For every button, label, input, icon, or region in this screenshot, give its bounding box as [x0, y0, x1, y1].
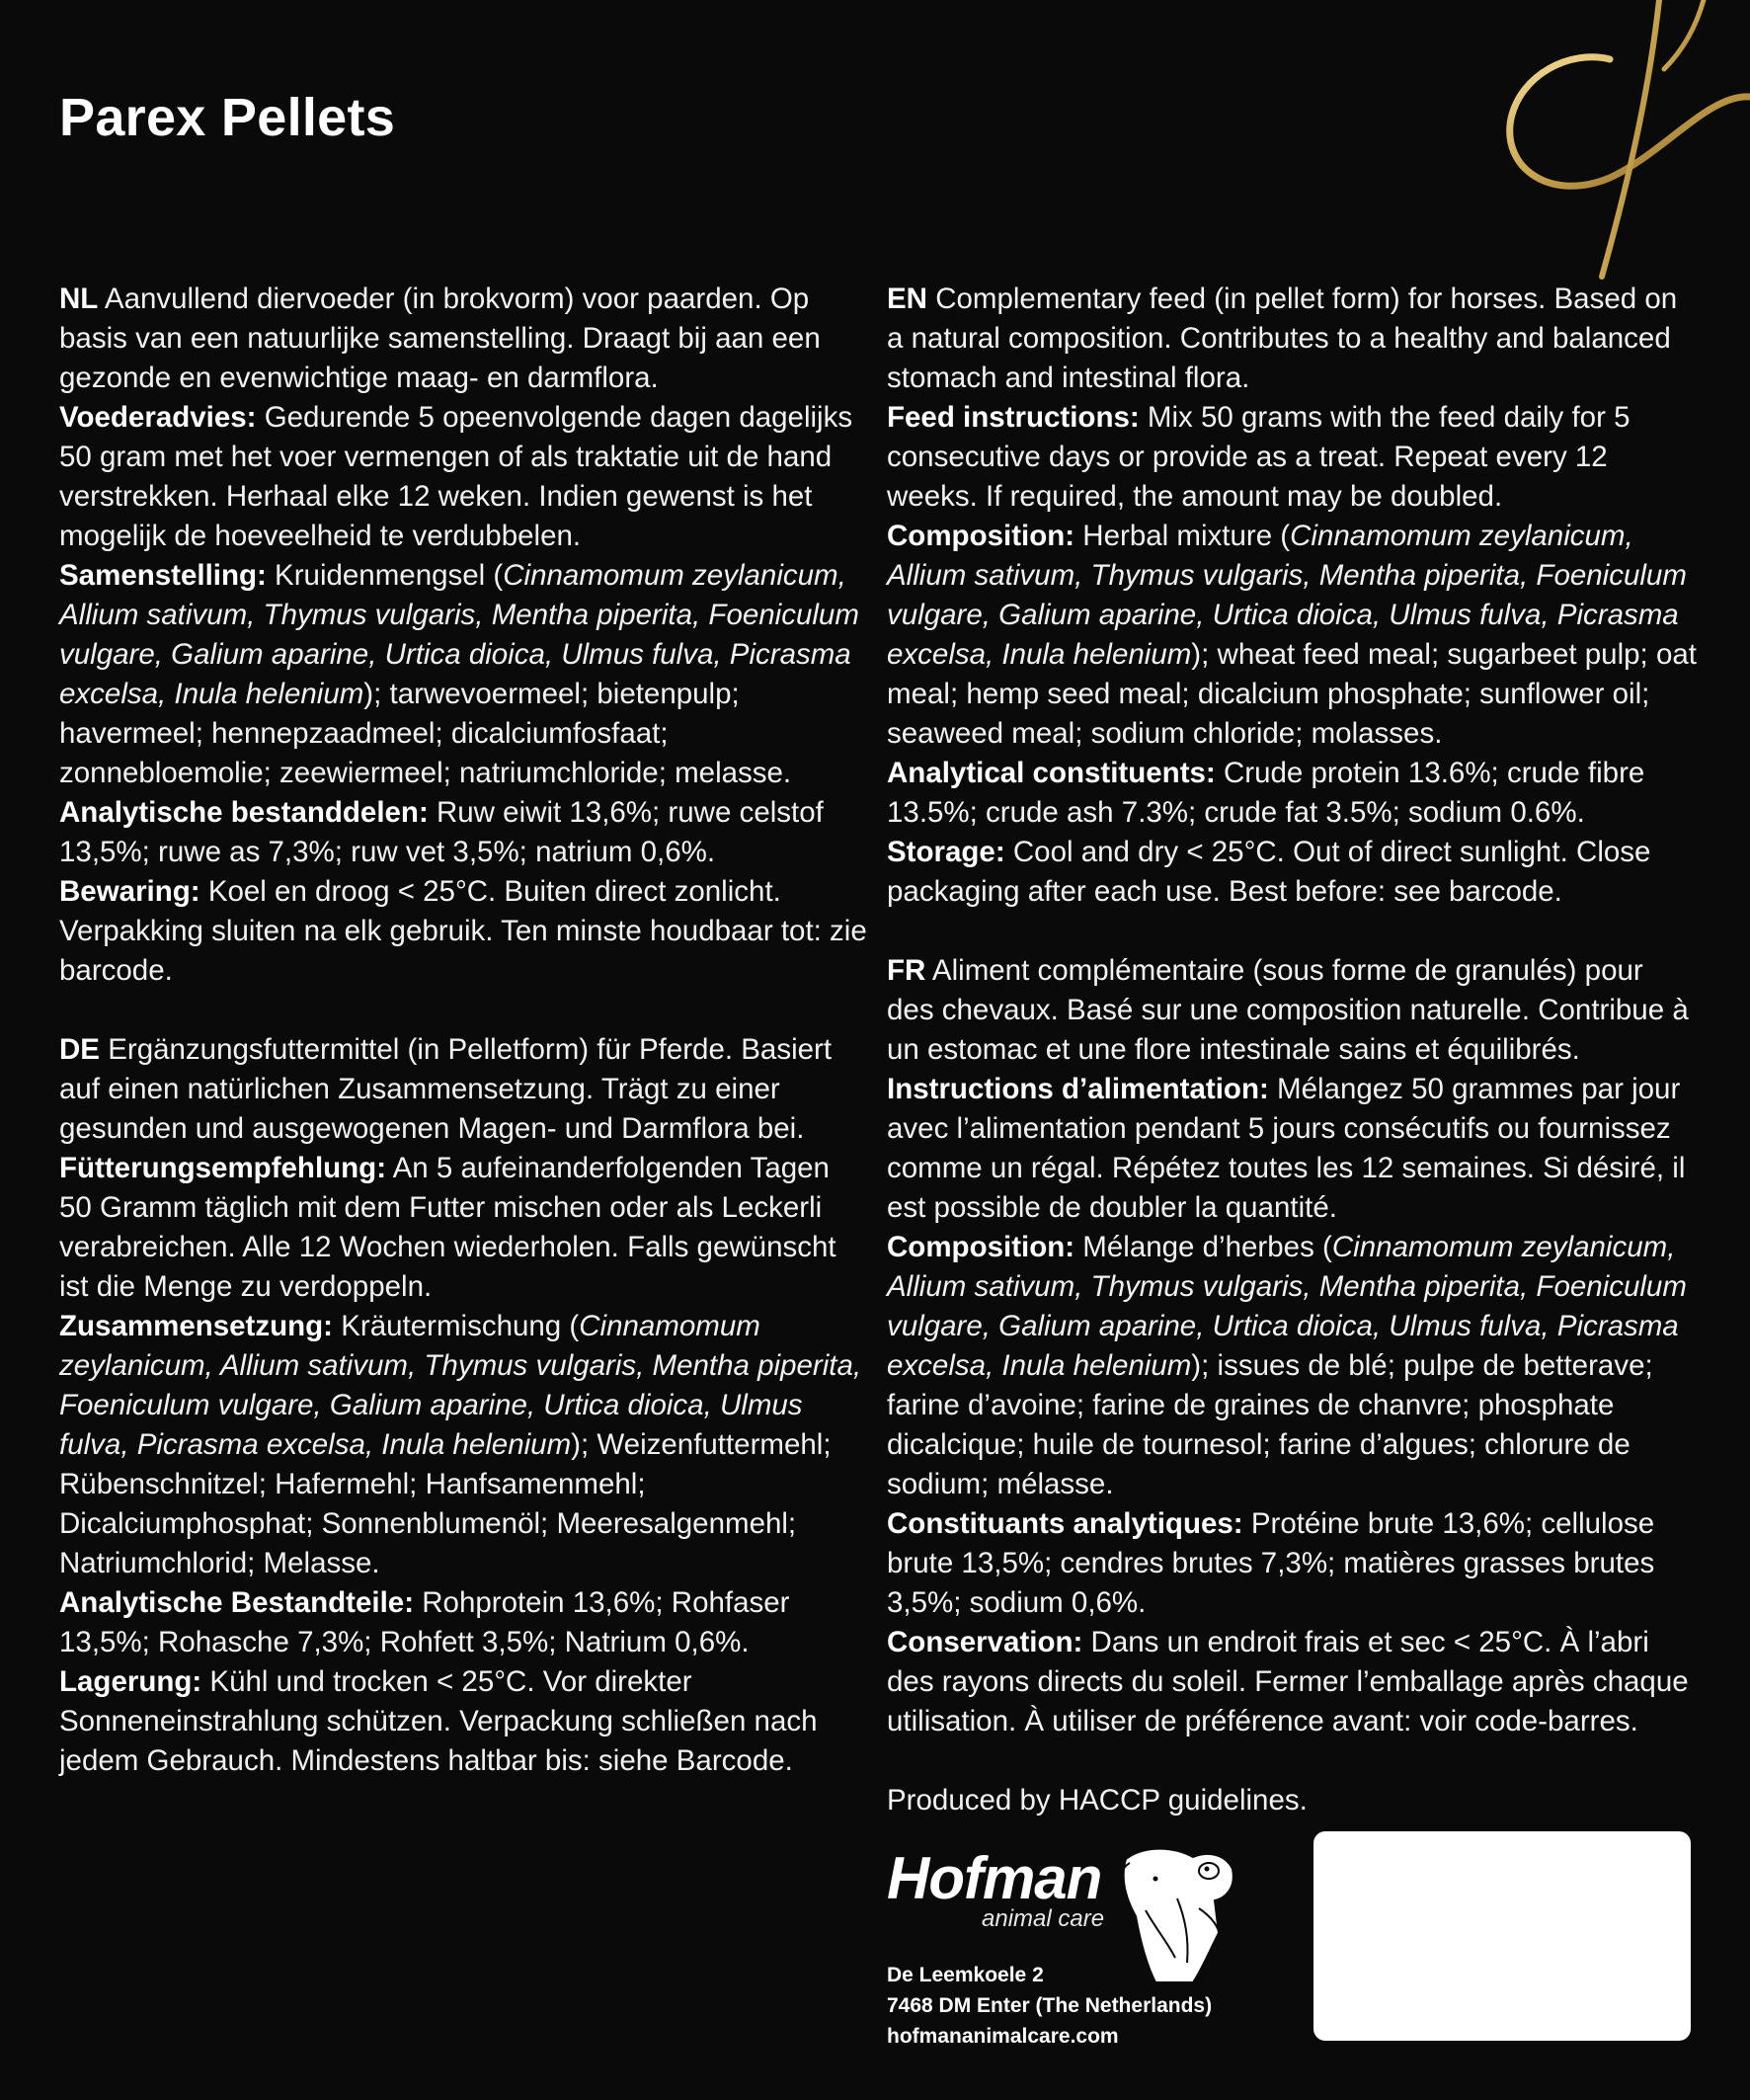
en-feed-text: Mix 50 grams with the feed daily for 5 consecutive days or provide as a treat. Repeat every 12 weeks. If required, the amount may be doubled. — [887, 401, 1631, 513]
fr-analytical — [887, 1504, 1697, 1623]
barcode-label-area — [1313, 1831, 1691, 2041]
section-fr — [887, 951, 1697, 1741]
fr-code: FR — [887, 954, 926, 987]
en-comp-post: ); wheat feed meal; sugarbeet pulp; oat meal; hemp seed meal; dicalcium phosphate; sunflower oil; seaweed meal; sodium chloride; molasses. — [887, 638, 1697, 750]
fr-intro-text: Aliment complémentaire (sous forme de granulés) pour des chevaux. Basé sur une composition naturelle. Contribue à un estomac et une flore intestinale sains et équilibrés. — [887, 954, 1689, 1066]
de-comp-pre: Kräutermischung ( — [341, 1310, 580, 1342]
en-analytical — [887, 754, 1697, 833]
nl-analytical — [59, 793, 869, 872]
de-analytical — [59, 1583, 869, 1662]
nl-anal-text: Ruw eiwit 13,6%; ruwe celstof 13,5%; ruwe as 7,3%; ruw vet 3,5%; natrium 0,6%. — [59, 796, 824, 868]
fr-anal-label: Constituants analytiques: — [887, 1507, 1243, 1540]
en-stor-text: Cool and dry < 25°C. Out of direct sunlight. Close packaging after each use. Best before: see barcode. — [887, 836, 1651, 908]
column-left — [59, 280, 869, 1781]
fr-intro — [887, 951, 1697, 1070]
de-feed — [59, 1149, 869, 1307]
fr-herbs: Cinnamomum zeylanicum, Allium sativum, Thymus vulgaris, Mentha piperita, Foeniculum vulgare, Galium aparine, Urtica dioica, Ulmus fulva, Picrasma excelsa, Inula helenium — [887, 1231, 1687, 1382]
nl-storage — [59, 872, 869, 991]
en-anal-label: Analytical constituents: — [887, 757, 1216, 789]
de-comp-post: ); Weizenfuttermehl; Rübenschnitzel; Hafermehl; Hanfsamenmehl; Dicalciumphosphat; Sonnenblumenöl; Meeresalgenmehl; Natriumchlorid; Melasse. — [59, 1428, 832, 1579]
en-comp-pre: Herbal mixture ( — [1082, 520, 1291, 552]
address-street: De Leemkoele 2 — [887, 1964, 1044, 1986]
fr-comp-label: Composition: — [887, 1231, 1075, 1263]
en-code: EN — [887, 283, 927, 315]
section-de — [59, 1030, 869, 1781]
nl-comp-label: Samenstelling: — [59, 559, 267, 592]
de-code: DE — [59, 1033, 100, 1066]
en-intro-text: Complementary feed (in pellet form) for horses. Based on a natural composition. Contributes to a healthy and balanced stomach and intestinal flora. — [887, 283, 1678, 394]
de-intro-text: Ergänzungsfuttermittel (in Pelletform) für Pferde. Basiert auf einen natürlichen Zusammensetzung. Trägt zu einer gesunden und ausgewogenen Magen- und Darmflora bei. — [59, 1033, 833, 1145]
de-comp-label: Zusammensetzung: — [59, 1310, 334, 1342]
nl-feed-label: Voederadvies: — [59, 401, 257, 434]
section-en — [887, 280, 1697, 912]
en-stor-label: Storage: — [887, 836, 1005, 868]
fr-comp-post: ); issues de blé; pulpe de betterave; farine d’avoine; farine de graines de chanvre; phosphate dicalcique; huile de tournesol; farine d’algues; chlorure de sodium; mélasse. — [887, 1349, 1653, 1500]
en-feed-label: Feed instructions: — [887, 401, 1140, 434]
section-nl — [59, 280, 869, 991]
brand-name: Hofman — [887, 1845, 1102, 1911]
fr-stor-text: Dans un endroit frais et sec < 25°C. À l’abri des rayons directs du soleil. Fermer l’emballage après chaque utilisation. À utiliser de préférence avant: voir code-barres. — [887, 1626, 1689, 1737]
fr-feed-label: Instructions d’alimentation: — [887, 1073, 1269, 1105]
brand-subtitle: animal care — [982, 1905, 1105, 1932]
de-stor-text: Kühl und trocken < 25°C. Vor direkter Sonneneinstrahlung schützen. Verpackung schließen nach jedem Gebrauch. Mindestens haltbar bis: siehe Barcode. — [59, 1665, 818, 1777]
de-intro — [59, 1030, 869, 1149]
de-herbs: Cinnamomum zeylanicum, Allium sativum, Thymus vulgaris, Mentha piperita, Foeniculum vulgare, Galium aparine, Urtica dioica, Ulmus fulva, Picrasma excelsa, Inula helenium — [59, 1310, 862, 1461]
de-stor-label: Lagerung: — [59, 1665, 202, 1698]
en-composition — [887, 517, 1697, 754]
fr-feed-text: Mélangez 50 grammes par jour avec l’alimentation pendant 5 jours consécutifs ou fournissez comme un régal. Répétez toutes les 12 semaines. Si désiré, il est possible de doubler la quantité. — [887, 1073, 1686, 1224]
nl-anal-label: Analytische bestanddelen: — [59, 796, 429, 829]
en-feed — [887, 398, 1697, 517]
nl-stor-label: Bewaring: — [59, 875, 200, 908]
fr-storage — [887, 1623, 1697, 1741]
de-storage — [59, 1662, 869, 1781]
de-composition — [59, 1307, 869, 1583]
en-storage — [887, 833, 1697, 912]
en-intro — [887, 280, 1697, 398]
nl-herbs: Cinnamomum zeylanicum, Allium sativum, Thymus vulgaris, Mentha piperita, Foeniculum vulgare, Galium aparine, Urtica dioica, Ulmus fulva, Picrasma excelsa, Inula helenium — [59, 559, 859, 710]
fr-feed — [887, 1070, 1697, 1228]
nl-feed-text: Gedurende 5 opeenvolgende dagen dagelijks 50 gram met het voer vermengen of als traktatie uit de hand verstrekken. Herhaal elke 12 weken. Indien gewenst is het mogelijk de hoeveelheid te verdubbelen. — [59, 401, 853, 552]
haccp-note: Produced by HACCP guidelines. — [887, 1784, 1308, 1817]
address-city: 7468 DM Enter (The Netherlands) — [887, 1994, 1213, 2017]
nl-code: NL — [59, 283, 99, 315]
nl-comp-post: ); tarwevoermeel; bietenpulp; havermeel; hennepzaadmeel; dicalciumfosfaat; zonnebloemolie; zeewiermeel; natriumchloride; melasse. — [59, 678, 792, 789]
fr-anal-text: Protéine brute 13,6%; cellulose brute 13,5%; cendres brutes 7,3%; matières grasses brutes 3,5%; sodium 0,6%. — [887, 1507, 1655, 1619]
de-anal-text: Rohprotein 13,6%; Rohfaser 13,5%; Rohasche 7,3%; Rohfett 3,5%; Natrium 0,6%. — [59, 1586, 790, 1658]
nl-stor-text: Koel en droog < 25°C. Buiten direct zonlicht. Verpakking sluiten na elk gebruik. Ten minste houdbaar tot: zie barcode. — [59, 875, 867, 987]
company-address — [887, 1960, 1212, 2052]
gold-swoosh-icon — [1462, 0, 1750, 286]
fr-stor-label: Conservation: — [887, 1626, 1083, 1658]
nl-composition — [59, 556, 869, 793]
en-herbs: Cinnamomum zeylanicum, Allium sativum, Thymus vulgaris, Mentha piperita, Foeniculum vulgare, Galium aparine, Urtica dioica, Ulmus fulva, Picrasma excelsa, Inula helenium — [887, 520, 1687, 671]
de-anal-label: Analytische Bestandteile: — [59, 1586, 415, 1619]
nl-intro-text: Aanvullend diervoeder (in brokvorm) voor paarden. Op basis van een natuurlijke samenstelling. Draagt bij aan een gezonde en evenwichtige maag- en darmflora. — [59, 283, 821, 394]
address-website: hofmananimalcare.com — [887, 2025, 1119, 2048]
page-title: Parex Pellets — [59, 88, 396, 147]
de-feed-label: Fütterungsempfehlung: — [59, 1152, 387, 1184]
nl-comp-pre: Kruidenmengsel ( — [275, 559, 504, 592]
nl-feed — [59, 398, 869, 556]
fr-comp-pre: Mélange d’herbes ( — [1082, 1231, 1332, 1263]
nl-intro — [59, 280, 869, 398]
de-feed-text: An 5 aufeinanderfolgenden Tagen 50 Gramm täglich mit dem Futter mischen oder als Leckerli verabreichen. Alle 12 Wochen wiederholen. Falls gewünscht ist die Menge zu verdoppeln. — [59, 1152, 836, 1303]
fr-composition — [887, 1228, 1697, 1504]
en-comp-label: Composition: — [887, 520, 1075, 552]
en-anal-text: Crude protein 13.6%; crude fibre 13.5%; crude ash 7.3%; crude fat 3.5%; sodium 0.6%. — [887, 757, 1645, 829]
column-right — [887, 280, 1697, 1820]
